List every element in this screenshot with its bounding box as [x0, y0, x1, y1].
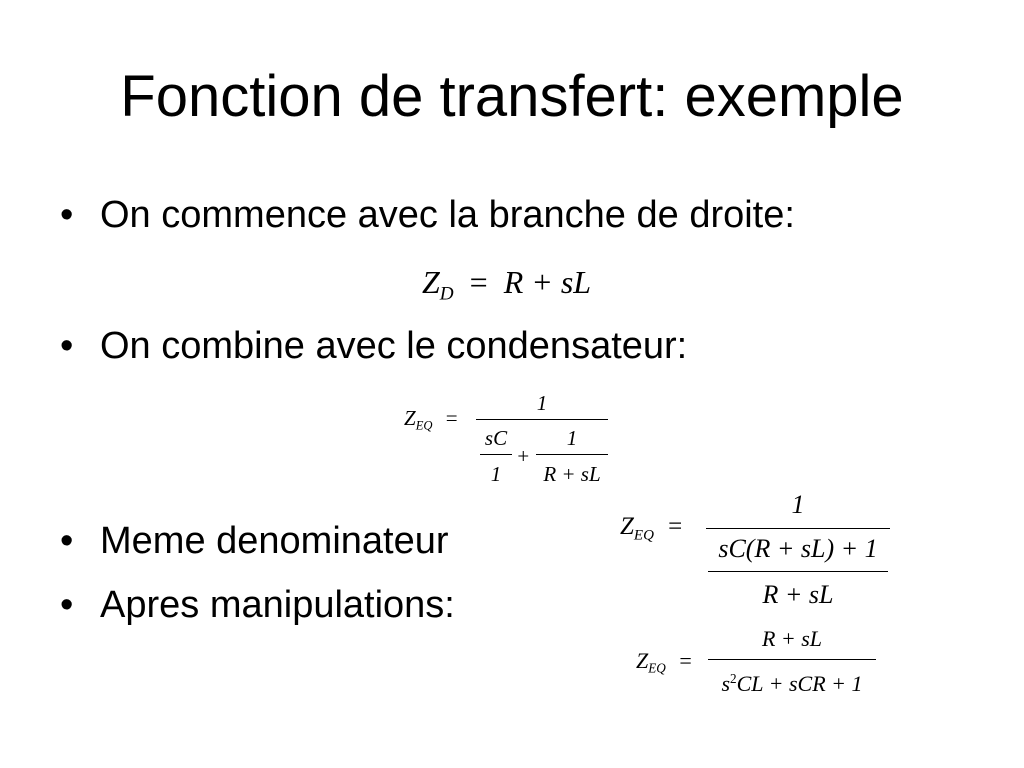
bullet-item-4 — [60, 582, 455, 628]
eq-numerator: R + sL — [761, 626, 823, 651]
eq-equals: = — [679, 648, 692, 673]
bullet-text: On commence avec la branche de droite: — [100, 194, 795, 236]
eq-lhs-subscript: EQ — [633, 527, 654, 544]
bullet-item-3 — [60, 518, 449, 564]
den-rest: CL + sCR + 1 — [736, 670, 863, 696]
eq-lhs-group — [404, 406, 458, 437]
bullet-icon: • — [60, 520, 74, 562]
eq-equals: = — [445, 406, 458, 430]
bullet-item-2 — [60, 323, 687, 369]
eq-lhs: Z — [422, 264, 440, 300]
eq-denominator — [708, 666, 876, 697]
eq-rhs: R + sL — [503, 264, 592, 300]
bullet-icon: • — [60, 194, 74, 236]
equation-zd — [422, 262, 591, 315]
slide-title: Fonction de transfert: exemple — [120, 64, 904, 129]
frac1-bar — [480, 454, 512, 455]
eq-lhs-subscript: D — [439, 283, 454, 305]
inner-fraction-bar — [708, 571, 888, 572]
eq-numerator: 1 — [536, 391, 548, 415]
main-fraction-bar — [708, 659, 876, 660]
bullet-text: Apres manipulations: — [100, 584, 455, 626]
frac2-numerator: 1 — [566, 426, 578, 450]
main-fraction-bar — [476, 419, 608, 420]
main-fraction-bar — [706, 528, 890, 529]
frac2-denominator: R + sL — [543, 462, 601, 486]
eq-numerator: 1 — [791, 490, 805, 519]
eq-lhs: Z — [404, 406, 416, 430]
bullet-item-1 — [60, 192, 795, 238]
bullet-icon: • — [60, 325, 74, 367]
eq-lhs-subscript: EQ — [648, 660, 666, 676]
bullet-text: Meme denominateur — [100, 520, 449, 562]
frac1-numerator: sC — [484, 426, 508, 450]
den-s: s — [721, 670, 731, 696]
frac1-denominator: 1 — [490, 462, 502, 486]
eq-lhs-subscript: EQ — [415, 418, 433, 433]
inner-numerator: sC(R + sL) + 1 — [718, 534, 878, 563]
eq-lhs-group — [620, 512, 682, 550]
bullet-icon: • — [60, 584, 74, 626]
inner-denominator: R + sL — [762, 580, 834, 609]
eq-equals: = — [668, 513, 683, 540]
eq-lhs: Z — [620, 513, 634, 540]
eq-lhs: Z — [636, 648, 649, 673]
frac2-bar — [536, 454, 608, 455]
den-exponent: 2 — [730, 671, 737, 686]
eq-equals: = — [469, 264, 488, 300]
eq-plus: + — [516, 444, 531, 468]
eq-lhs-group — [636, 648, 692, 682]
bullet-text: On combine avec le condensateur: — [100, 325, 688, 367]
